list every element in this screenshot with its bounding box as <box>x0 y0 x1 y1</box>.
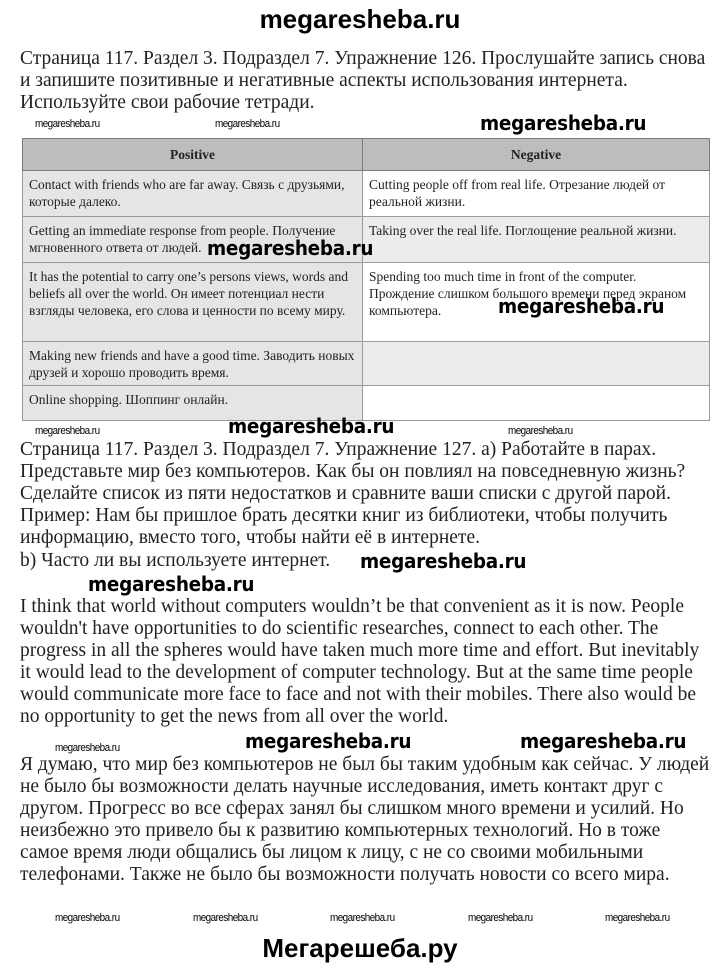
watermark: megaresheba.ru <box>330 912 395 924</box>
watermark: megaresheba.ru <box>498 294 665 318</box>
positive-cell: Making new friends and have a good time. Заводить новых друзей и хорошо проводить время. <box>23 342 363 386</box>
positive-cell: Online shopping. Шоппинг онлайн. <box>23 386 363 421</box>
exercise-127-prompt-a: Страница 117. Раздел 3. Подраздел 7. Упражнение 127. а) Работайте в парах. Представьте мир без компьютеров. Как бы он повлиял на повседневную жизнь? Сделайте список из пяти недостатков и сравните ваши списки с другой парой. Пример: Нам бы пришлое брать десятки книг из библиотеки, чтобы получить информацию, вместо того, чтобы найти её в интернете. <box>20 439 686 548</box>
watermark: megaresheba.ru <box>228 414 395 438</box>
watermark: megaresheba.ru <box>35 425 100 437</box>
negative-cell: Taking over the real life. Поглощение реальной жизни. <box>363 217 710 263</box>
positive-cell: Getting an immediate response from people. Получение мгновенного ответа от людей. <box>23 217 363 263</box>
watermark: megaresheba.ru <box>468 912 533 924</box>
exercise-126-prompt: Страница 117. Раздел 3. Подраздел 7. Упражнение 126. Прослушайте запись снова и запишите позитивные и негативные аспекты использования интернета. Используйте свои рабочие тетради. <box>20 48 706 113</box>
watermark: megaresheba.ru <box>360 549 527 573</box>
watermark: megaresheba.ru <box>520 729 687 753</box>
watermark: megaresheba.ru <box>215 118 280 130</box>
exercise-127-prompt-b: b) Часто ли вы используете интернет. <box>20 550 331 571</box>
watermark: megaresheba.ru <box>605 912 670 924</box>
negative-cell <box>363 342 710 386</box>
negative-cell <box>363 386 710 421</box>
column-header-positive: Positive <box>23 139 363 171</box>
table-row <box>23 171 710 217</box>
site-title-footer: Мегарешеба.ру <box>262 933 458 963</box>
watermark: megaresheba.ru <box>35 118 100 130</box>
positive-cell: Contact with friends who are far away. Связь с друзьями, которые далеко. <box>23 171 363 217</box>
watermark: megaresheba.ru <box>88 572 255 596</box>
negative-cell: Cutting people off from real life. Отрезание людей от реальной жизни. <box>363 171 710 217</box>
column-header-negative: Negative <box>363 139 710 171</box>
positive-cell: It has the potential to carry one’s persons views, words and beliefs all over the world. Он имеет потенциал нести взгляды человека, его слова и ценности по всему миру. <box>23 263 363 342</box>
watermark: megaresheba.ru <box>480 111 647 135</box>
watermark: megaresheba.ru <box>245 729 412 753</box>
answer-russian: Я думаю, что мир без компьютеров не был бы таким удобным как сейчас. У людей не было бы возможности делать научные исследования, иметь контакт друг с другом. Прогресс во все сферах занял бы слишком много времени и усилий. Но неизбежно это привело бы к развитию компьютерных технологий. Но в тоже самое время люди общались бы лицом к лицу, с не со своими мобильными телефонами. Также не было бы возможности получать новости со всего мира. <box>20 754 710 885</box>
site-title-header: megaresheba.ru <box>259 4 461 34</box>
watermark: megaresheba.ru <box>193 912 258 924</box>
table-row <box>23 342 710 386</box>
aspects-table <box>22 138 710 421</box>
watermark: megaresheba.ru <box>55 912 120 924</box>
negative-cell: Spending too much time in front of the computer. Прождение слишком большого времени перед экраном компьютера. <box>363 263 710 342</box>
watermark: megaresheba.ru <box>55 742 120 754</box>
watermark: megaresheba.ru <box>207 236 374 260</box>
watermark: megaresheba.ru <box>508 425 573 437</box>
answer-english: I think that world without computers wouldn’t be that convenient as it is now. People wouldn't have opportunities to do scientific researches, connect to each other. The progress in all the spheres would have taken much more time and effort. But inevitably it would lead to the development of computer technology. But at the same time people would communicate more face to face and not with their mobiles. There also would be no opportunity to get the news from all over the world. <box>20 596 700 727</box>
